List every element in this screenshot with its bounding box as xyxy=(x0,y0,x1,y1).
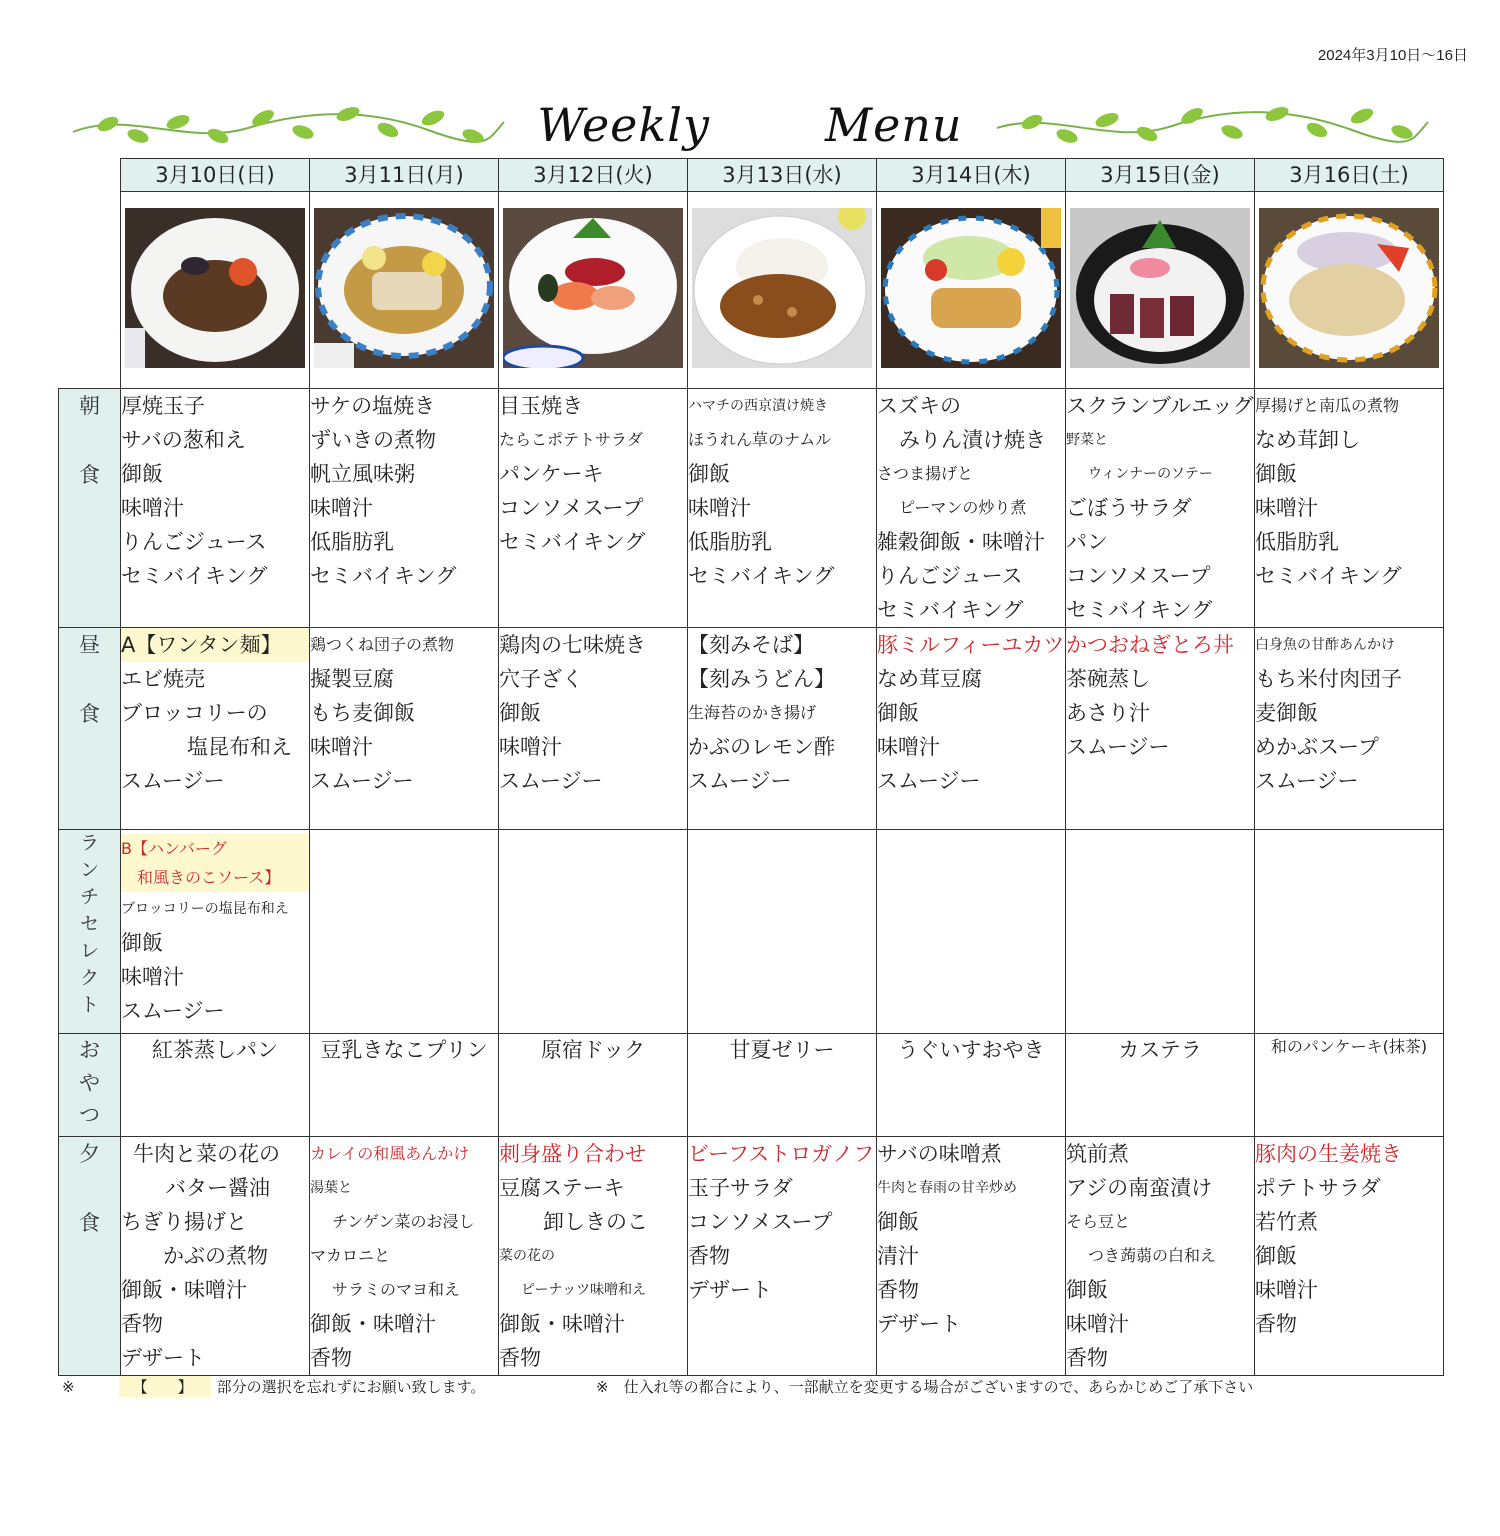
meal-label-text: ラ ン チ セ レ ク ト xyxy=(79,832,99,1016)
menu-item: 茶碗蒸し xyxy=(1066,667,1150,691)
menu-item: あさり汁 xyxy=(1066,701,1150,725)
menu-item: 味噌汁 xyxy=(1255,1278,1318,1302)
dinner-cell xyxy=(688,1137,877,1376)
menu-item: 香物 xyxy=(121,1312,163,1336)
menu-item: ピーナッツ味噌和え xyxy=(521,1282,647,1298)
day-header: 3月14日(木) xyxy=(877,159,1066,192)
menu-item: 若竹煮 xyxy=(1255,1210,1318,1234)
menu-item: 味噌汁 xyxy=(121,965,184,989)
empty-cell xyxy=(499,830,688,1034)
note-bracket-sample: 【 】 xyxy=(119,1376,211,1397)
menu-item: 味噌汁 xyxy=(1066,1312,1129,1336)
dinner-cell xyxy=(1066,1137,1255,1376)
dinner-cell xyxy=(877,1137,1066,1376)
day-header: 3月15日(金) xyxy=(1066,159,1255,192)
menu-item: 御飯 xyxy=(121,931,163,955)
menu-item: 玉子サラダ xyxy=(688,1176,793,1200)
day-header: 3月13日(水) xyxy=(688,159,877,192)
meal-label-text: 昼 食 xyxy=(79,633,100,727)
menu-item: サバの葱和え xyxy=(121,428,246,452)
menu-table xyxy=(58,158,1444,1376)
menu-item: 【刻みそば】 xyxy=(688,633,814,657)
menu-item: スクランブルエッグ xyxy=(1066,394,1254,418)
dish-photo-cell xyxy=(1255,192,1444,389)
lunch-cell xyxy=(877,628,1066,830)
meal-label-text: 朝 食 xyxy=(79,394,100,488)
dish-photo-cell xyxy=(688,192,877,389)
menu-item: 香物 xyxy=(688,1244,730,1268)
menu-item: ピーマンの炒り煮 xyxy=(899,498,1027,517)
menu-item: デザート xyxy=(121,1346,205,1370)
menu-item: 鶏肉の七味焼き xyxy=(499,633,646,657)
menu-item: 香物 xyxy=(1255,1312,1297,1336)
lunch-cell xyxy=(1066,628,1255,830)
menu-item: もち麦御飯 xyxy=(310,701,415,725)
menu-item: サバの味噌煮 xyxy=(877,1142,1002,1166)
menu-item: 擬製豆腐 xyxy=(310,667,394,691)
menu-item: 味噌汁 xyxy=(310,496,373,520)
menu-item: 生海苔のかき揚げ xyxy=(688,703,817,722)
menu-item: 湯葉と xyxy=(310,1180,352,1196)
menu-item: 味噌汁 xyxy=(310,735,373,759)
breakfast-cell xyxy=(688,389,877,628)
menu-item: セミバイキング xyxy=(1255,564,1402,588)
meal-label-lunch-select xyxy=(59,830,121,1034)
menu-item: 塩昆布和え xyxy=(187,735,292,759)
dish-photo-cell xyxy=(877,192,1066,389)
day-header: 3月11日(月) xyxy=(310,159,499,192)
day-header: 3月10日(日) xyxy=(121,159,310,192)
menu-item: 卸しきのこ xyxy=(543,1210,648,1234)
menu-item: 厚焼玉子 xyxy=(121,394,205,418)
menu-item-featured: 豚ミルフィーユカツ xyxy=(877,633,1065,657)
menu-item: パン xyxy=(1066,530,1108,554)
menu-item: スムージー xyxy=(688,769,792,793)
breakfast-cell xyxy=(310,389,499,628)
empty-cell xyxy=(1066,830,1255,1034)
lunch-cell xyxy=(1255,628,1444,830)
menu-item: スムージー xyxy=(310,769,414,793)
menu-item: マカロニと xyxy=(310,1246,391,1265)
menu-item: チンゲン菜のお浸し xyxy=(332,1212,475,1231)
menu-item: ポテトサラダ xyxy=(1255,1176,1381,1200)
title-banner xyxy=(60,96,1440,158)
dinner-row xyxy=(59,1137,1444,1376)
dish-photo xyxy=(503,208,683,368)
menu-item: もち米付肉団子 xyxy=(1255,667,1402,691)
menu-item: セミバイキング xyxy=(121,564,268,588)
menu-item: セミバイキング xyxy=(499,530,646,554)
menu-item: 白身魚の甘酢あんかけ xyxy=(1255,637,1395,653)
menu-item: 御飯 xyxy=(121,462,163,486)
menu-item: ブロッコリーの xyxy=(121,701,268,725)
menu-item: 豆腐ステーキ xyxy=(499,1176,625,1200)
menu-item: 【刻みうどん】 xyxy=(688,667,835,691)
menu-item: 穴子ざく xyxy=(499,667,583,691)
date-range: 2024年3月10日～16日 xyxy=(1317,47,1468,64)
menu-item: なめ茸卸し xyxy=(1255,428,1360,452)
menu-item: つき蒟蒻の白和え xyxy=(1088,1246,1217,1265)
dish-photo xyxy=(881,208,1061,368)
supply-note: ※ 仕入れ等の都合により、一部献立を変更する場合がございますので、あらかじめご了承下さい xyxy=(596,1378,1254,1396)
meal-label-dinner xyxy=(59,1137,121,1376)
menu-item-selectable: 和風きのこソース】 xyxy=(121,863,310,892)
menu-item: 御飯 xyxy=(499,701,541,725)
menu-item: 味噌汁 xyxy=(877,735,940,759)
meal-label-snack xyxy=(59,1034,121,1137)
title-word-menu: Menu xyxy=(824,98,963,152)
snack-cell: 甘夏ゼリー xyxy=(688,1034,877,1137)
dinner-cell xyxy=(499,1137,688,1376)
menu-item: 牛肉と春雨の甘辛炒め xyxy=(877,1180,1017,1196)
lunch-row xyxy=(59,628,1444,830)
dinner-cell xyxy=(310,1137,499,1376)
menu-item: ウィンナーのソテー xyxy=(1088,466,1213,482)
menu-item: 味噌汁 xyxy=(499,735,562,759)
dish-photo-cell xyxy=(1066,192,1255,389)
snack-cell: カステラ xyxy=(1066,1034,1255,1137)
menu-item-featured: 豚肉の生姜焼き xyxy=(1255,1142,1402,1166)
breakfast-cell xyxy=(1066,389,1255,628)
dish-photo-cell xyxy=(499,192,688,389)
menu-item: 低脂肪乳 xyxy=(688,530,772,554)
menu-item: 御飯・味噌汁 xyxy=(499,1312,625,1336)
menu-item: スズキの xyxy=(877,394,961,418)
snack-cell: 紅茶蒸しパン xyxy=(121,1034,310,1137)
menu-item-featured: 刺身盛り合わせ xyxy=(499,1142,646,1166)
menu-item-selectable: A【ワンタン麺】 xyxy=(121,628,310,662)
dish-photo xyxy=(314,208,494,368)
menu-item: セミバイキング xyxy=(1066,598,1213,622)
day-header: 3月12日(火) xyxy=(499,159,688,192)
dish-photo-cell xyxy=(310,192,499,389)
menu-item: みりん漬け焼き xyxy=(899,428,1046,452)
menu-item: 低脂肪乳 xyxy=(1255,530,1339,554)
menu-item: セミバイキング xyxy=(877,598,1024,622)
menu-item: 帆立風味粥 xyxy=(310,462,415,486)
menu-item: エビ焼売 xyxy=(121,667,205,691)
menu-item-featured: ビーフストロガノフ xyxy=(688,1142,875,1166)
menu-item: 菜の花の xyxy=(499,1248,555,1264)
menu-item: 御飯 xyxy=(877,701,919,725)
menu-item: スムージー xyxy=(121,999,225,1023)
menu-item: そら豆と xyxy=(1066,1212,1131,1231)
breakfast-row xyxy=(59,389,1444,628)
dinner-cell xyxy=(121,1137,310,1376)
menu-item: デザート xyxy=(877,1312,961,1336)
lunch-cell xyxy=(310,628,499,830)
menu-item: 御飯 xyxy=(1066,1278,1108,1302)
dish-photo xyxy=(1070,208,1250,368)
menu-item: サラミのマヨ和え xyxy=(332,1280,461,1299)
menu-item: 清汁 xyxy=(877,1244,919,1268)
breakfast-cell xyxy=(121,389,310,628)
menu-item: ずいきの煮物 xyxy=(310,428,436,452)
menu-item: 低脂肪乳 xyxy=(310,530,394,554)
snack-cell: 和のパンケーキ(抹茶) xyxy=(1255,1034,1444,1137)
meal-label-lunch xyxy=(59,628,121,830)
snack-cell: うぐいすおやき xyxy=(877,1034,1066,1137)
menu-item: 野菜と xyxy=(1066,432,1108,448)
menu-item: 目玉焼き xyxy=(499,394,583,418)
day-header-row xyxy=(59,159,1444,192)
breakfast-cell xyxy=(499,389,688,628)
menu-item: スムージー xyxy=(1255,769,1359,793)
selection-note xyxy=(62,1376,485,1397)
menu-item: りんごジュース xyxy=(877,564,1023,588)
menu-item-featured: かつおねぎとろ丼 xyxy=(1066,633,1234,657)
page-title xyxy=(60,98,1440,152)
menu-item: 雑穀御飯・味噌汁 xyxy=(877,530,1045,554)
menu-item: 麦御飯 xyxy=(1255,701,1318,725)
empty-cell xyxy=(310,830,499,1034)
menu-item: サケの塩焼き xyxy=(310,394,436,418)
menu-item: 味噌汁 xyxy=(688,496,751,520)
breakfast-cell xyxy=(1255,389,1444,628)
menu-item: デザート xyxy=(688,1278,772,1302)
menu-item: スムージー xyxy=(499,769,603,793)
photo-row xyxy=(59,192,1444,389)
menu-item-selectable: B【ハンバーグ xyxy=(121,834,310,863)
menu-item-featured: カレイの和風あんかけ xyxy=(310,1144,470,1163)
dish-photo-cell xyxy=(121,192,310,389)
menu-item: 御飯 xyxy=(688,462,730,486)
menu-item: スムージー xyxy=(121,769,225,793)
dinner-cell xyxy=(1255,1137,1444,1376)
menu-item: ごぼうサラダ xyxy=(1066,496,1192,520)
breakfast-cell xyxy=(877,389,1066,628)
meal-label-text: お や つ xyxy=(79,1038,100,1128)
empty-cell xyxy=(1255,830,1444,1034)
lunch-cell xyxy=(121,628,310,830)
menu-item: ハマチの西京漬け焼き xyxy=(688,398,828,414)
menu-item: ブロッコリーの塩昆布和え xyxy=(121,901,289,917)
menu-item: さつま揚げと xyxy=(877,464,974,483)
menu-item: コンソメスープ xyxy=(1066,564,1211,588)
snack-row xyxy=(59,1034,1444,1137)
menu-item: セミバイキング xyxy=(310,564,457,588)
menu-item: たらこポテトサラダ xyxy=(499,430,643,449)
menu-item: セミバイキング xyxy=(688,564,835,588)
corner-cell xyxy=(59,192,121,389)
menu-item: アジの南蛮漬け xyxy=(1066,1176,1213,1200)
meal-label-text: 夕 食 xyxy=(79,1142,100,1236)
note-mark: ※ xyxy=(62,1378,75,1396)
lunch-cell xyxy=(688,628,877,830)
lunch-select-row xyxy=(59,830,1444,1034)
menu-item: 香物 xyxy=(310,1346,352,1370)
menu-item: パンケーキ xyxy=(499,462,604,486)
meal-label-breakfast xyxy=(59,389,121,628)
menu-item: 香物 xyxy=(499,1346,541,1370)
menu-item: コンソメスープ xyxy=(499,496,644,520)
menu-item: コンソメスープ xyxy=(688,1210,833,1234)
corner-cell xyxy=(59,159,121,192)
menu-item: 香物 xyxy=(877,1278,919,1302)
lunch-select-cell xyxy=(121,830,310,1034)
menu-item: 味噌汁 xyxy=(121,496,184,520)
menu-item: 御飯・味噌汁 xyxy=(310,1312,436,1336)
menu-item: 御飯・味噌汁 xyxy=(121,1278,247,1302)
menu-item: 御飯 xyxy=(1255,1244,1297,1268)
title-word-weekly: Weekly xyxy=(537,98,710,152)
menu-item: 筑前煮 xyxy=(1066,1142,1129,1166)
lunch-cell xyxy=(499,628,688,830)
menu-item: バター醤油 xyxy=(165,1176,270,1200)
menu-item: スムージー xyxy=(877,769,981,793)
day-header: 3月16日(土) xyxy=(1255,159,1444,192)
menu-item: かぶの煮物 xyxy=(163,1244,268,1268)
menu-item: りんごジュース xyxy=(121,530,267,554)
snack-cell: 豆乳きなこプリン xyxy=(310,1034,499,1137)
menu-item: ほうれん草のナムル xyxy=(688,430,832,449)
dish-photo xyxy=(125,208,305,368)
menu-item: ちぎり揚げと xyxy=(121,1210,247,1234)
note-text: 部分の選択を忘れずにお願い致します。 xyxy=(216,1378,486,1396)
menu-item: なめ茸豆腐 xyxy=(877,667,982,691)
menu-item: スムージー xyxy=(1066,735,1170,759)
empty-cell xyxy=(688,830,877,1034)
menu-item: めかぶスープ xyxy=(1255,735,1379,759)
dish-photo xyxy=(692,208,872,368)
menu-item: 御飯 xyxy=(877,1210,919,1234)
snack-cell: 原宿ドック xyxy=(499,1034,688,1137)
dish-photo xyxy=(1259,208,1439,368)
menu-item: 香物 xyxy=(1066,1346,1108,1370)
menu-item: 鶏つくね団子の煮物 xyxy=(310,635,455,654)
menu-item: 牛肉と菜の花の xyxy=(133,1142,280,1166)
menu-item: 味噌汁 xyxy=(1255,496,1318,520)
empty-cell xyxy=(877,830,1066,1034)
menu-item: 御飯 xyxy=(1255,462,1297,486)
menu-item: 厚揚げと南瓜の煮物 xyxy=(1255,396,1400,415)
menu-item: かぶのレモン酢 xyxy=(688,735,835,759)
